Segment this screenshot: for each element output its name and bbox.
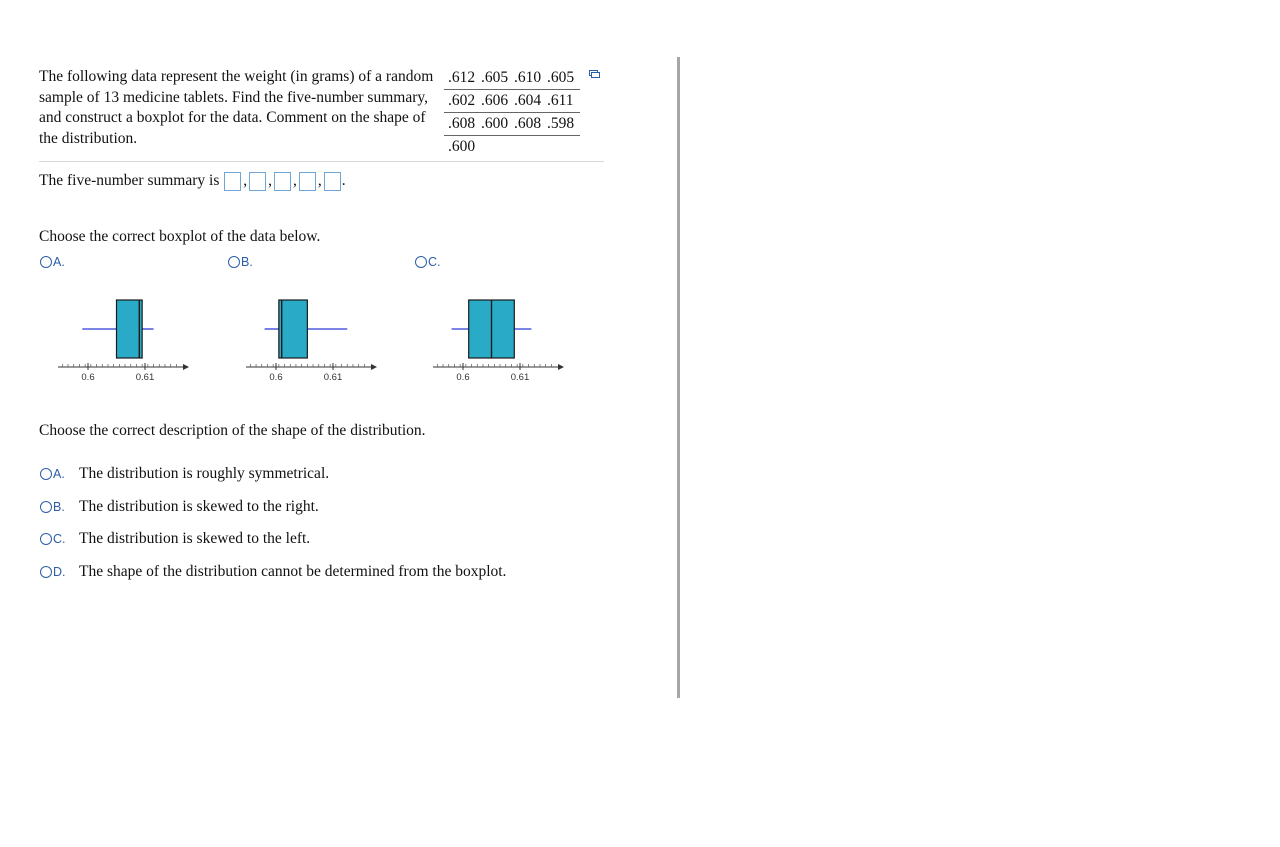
data-row: [444, 90, 580, 113]
boxplot-c: [430, 285, 570, 390]
boxplot-b: [243, 285, 383, 390]
radio-button[interactable]: [40, 501, 52, 513]
comma: ,: [292, 172, 297, 189]
shape-option-d[interactable]: [40, 563, 506, 581]
data-cell: .612: [448, 69, 476, 86]
shape-prompt: Choose the correct description of the shape of the distribution.: [39, 422, 426, 439]
axis-arrow: [558, 364, 564, 370]
answer-box-max[interactable]: [324, 172, 341, 191]
data-cell: .600: [481, 115, 509, 132]
option-text: The distribution is skewed to the left.: [79, 530, 311, 547]
answer-box-median[interactable]: [274, 172, 291, 191]
data-cell: .606: [481, 92, 509, 109]
boxplot-prompt: Choose the correct boxplot of the data below.: [39, 228, 321, 245]
option-letter: A.: [53, 467, 65, 481]
tick-label: 0.6: [81, 372, 95, 383]
answer-box-min[interactable]: [224, 172, 241, 191]
radio-button[interactable]: [415, 256, 427, 268]
radio-button[interactable]: [40, 468, 52, 480]
data-cell: .611: [547, 92, 574, 109]
boxplot-a: [55, 285, 195, 390]
data-cell: .610: [514, 69, 542, 86]
data-cell: .604: [514, 92, 542, 109]
answer-box-q3[interactable]: [299, 172, 316, 191]
tick-label: 0.61: [323, 372, 343, 383]
data-row: [444, 67, 580, 90]
data-cell: .598: [547, 115, 575, 132]
comma: ,: [243, 172, 248, 189]
data-cell: .602: [448, 92, 476, 109]
data-cell: .600: [448, 138, 476, 155]
popout-icon[interactable]: [589, 70, 600, 78]
box: [117, 300, 143, 358]
shape-option-a[interactable]: [40, 465, 329, 483]
data-cell: .608: [448, 115, 476, 132]
boxplot-option-a[interactable]: [40, 255, 65, 269]
boxplot-option-b[interactable]: [228, 255, 253, 269]
five-number-summary-line: [39, 171, 346, 191]
five-number-prompt: The five-number summary is: [39, 172, 220, 189]
axis-arrow: [183, 364, 189, 370]
data-cell: .605: [547, 69, 575, 86]
option-text: The distribution is roughly symmetrical.: [79, 465, 330, 482]
radio-button[interactable]: [40, 533, 52, 545]
vertical-divider: [677, 57, 680, 698]
option-letter: D.: [53, 565, 66, 579]
radio-button[interactable]: [40, 566, 52, 578]
tick-label: 0.6: [456, 372, 470, 383]
tick-label: 0.61: [510, 372, 530, 383]
separator: [39, 161, 604, 162]
axis-arrow: [371, 364, 377, 370]
option-text: The distribution is skewed to the right.: [79, 498, 319, 515]
option-letter: C.: [53, 532, 66, 546]
tick-label: 0.61: [135, 372, 155, 383]
data-row: [444, 113, 580, 136]
option-letter: C.: [428, 255, 441, 269]
shape-option-b[interactable]: [40, 498, 319, 516]
radio-button[interactable]: [40, 256, 52, 268]
tick-label: 0.6: [269, 372, 283, 383]
period: .: [341, 172, 346, 189]
option-letter: A.: [53, 255, 65, 269]
shape-option-c[interactable]: [40, 530, 310, 548]
option-letter: B.: [241, 255, 253, 269]
option-text: The shape of the distribution cannot be determined from the boxplot.: [79, 563, 507, 580]
problem-statement: The following data represent the weight (in grams) of a random sample of 13 medicine tablets. Find the five-number summary, and construct a boxplot for the data. Comment on the shape of the distribution.: [39, 68, 434, 147]
comma: ,: [268, 172, 272, 189]
box: [279, 300, 308, 358]
data-cell: .608: [514, 115, 542, 132]
data-table: [444, 67, 580, 158]
radio-button[interactable]: [228, 256, 240, 268]
boxplot-option-c[interactable]: [415, 255, 441, 269]
comma: ,: [317, 172, 322, 189]
answer-box-q1[interactable]: [249, 172, 266, 191]
data-cell: .605: [481, 69, 509, 86]
option-letter: B.: [53, 500, 65, 514]
data-row: [444, 136, 580, 158]
